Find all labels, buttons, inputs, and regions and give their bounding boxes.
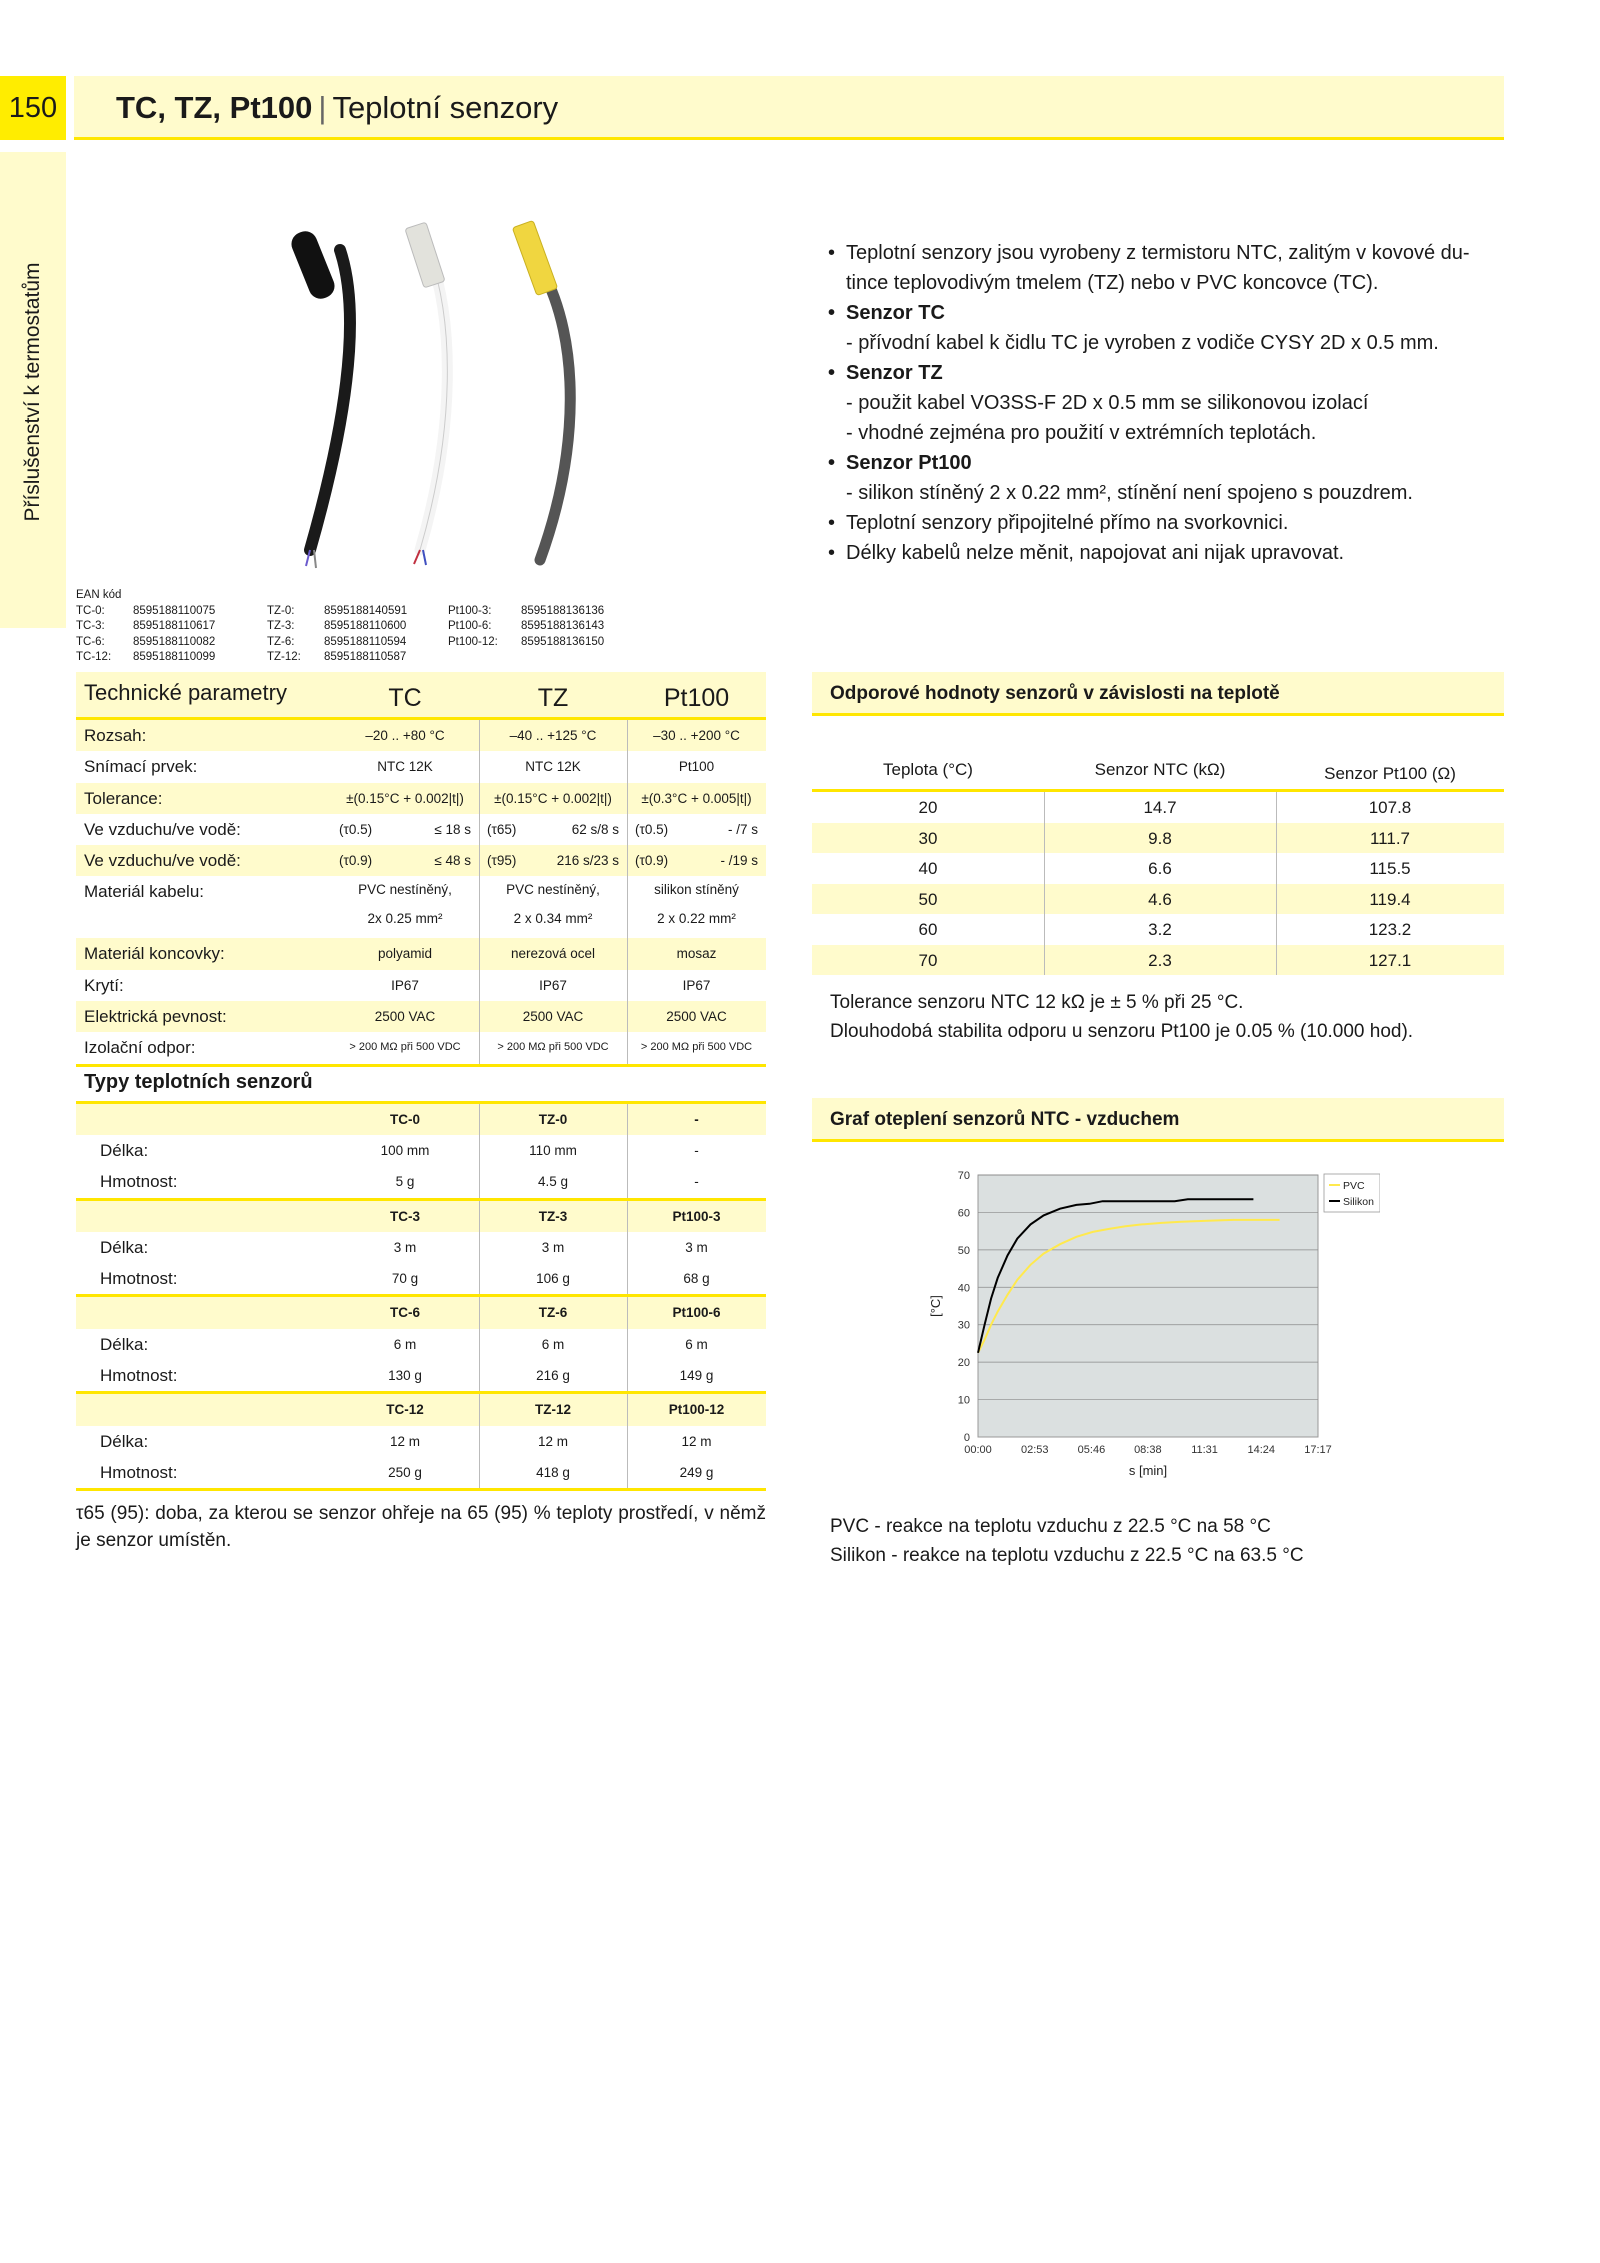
cell: 30 — [918, 828, 938, 848]
cell: 12 m — [537, 1433, 568, 1449]
y-tick-label: 40 — [957, 1282, 970, 1295]
cell: 149 g — [679, 1368, 714, 1384]
cell: 216 g — [536, 1368, 570, 1384]
row-label: Délka: — [100, 1140, 149, 1160]
cell: IP67 — [539, 977, 567, 993]
row-label: Materiál kabelu: — [84, 882, 205, 902]
types-row-len — [76, 1135, 766, 1166]
y-tick-label: 10 — [957, 1394, 970, 1407]
ean-key: TZ-12: — [267, 651, 301, 663]
row-label: Ve vzduchu/ve vodě: — [84, 819, 241, 839]
types-table-body — [76, 1104, 766, 1492]
legend-label: PVC — [1343, 1180, 1365, 1192]
cell: 6 m — [685, 1336, 708, 1352]
cell: 6.6 — [1148, 859, 1172, 878]
ean-column-tz — [267, 604, 407, 666]
cell: 418 g — [536, 1464, 570, 1480]
x-tick-label: 02:53 — [1020, 1444, 1049, 1456]
header-bar — [74, 76, 1504, 140]
types-row-names — [76, 1104, 766, 1135]
table-row-response-2 — [76, 845, 766, 876]
cell: 60 — [918, 920, 938, 939]
sensor-tc-image — [288, 228, 350, 568]
ean-value: 8595188110617 — [133, 620, 216, 632]
ean-key: TZ-6: — [267, 635, 295, 648]
cell: - — [694, 1174, 699, 1190]
ean-value: 8595188110587 — [324, 651, 407, 663]
cell: mosaz — [676, 946, 717, 962]
cell: 3 m — [541, 1239, 565, 1255]
technical-parameters-table — [76, 672, 766, 1491]
sensor-name: TC-3 — [390, 1208, 420, 1224]
resistance-section-title: Odporové hodnoty senzorů v závislosti na teplotě — [812, 672, 1504, 716]
column-header-tz: TZ — [537, 684, 569, 712]
ean-key: TC-0: — [76, 604, 105, 617]
column-header-tc: TC — [388, 684, 422, 712]
cell: 9.8 — [1148, 828, 1172, 848]
x-tick-label: 14:24 — [1247, 1444, 1276, 1456]
sensor-pt100-image — [512, 220, 570, 560]
row-label: Snímací prvek: — [84, 757, 198, 777]
cell: 110 mm — [529, 1142, 577, 1158]
cell: > 200 MΩ při 500 VDC — [349, 1041, 461, 1054]
types-row-mass — [76, 1166, 766, 1197]
sensor-name: TZ-6 — [538, 1305, 568, 1321]
table-row-strength — [76, 1001, 766, 1032]
types-row-mass — [76, 1360, 766, 1391]
row-label: Izolační odpor: — [84, 1038, 196, 1058]
y-tick-label: 60 — [957, 1207, 970, 1220]
cell: - — [694, 1142, 699, 1158]
cell: 249 g — [679, 1464, 714, 1480]
sensor-name: TC-6 — [390, 1305, 420, 1321]
table-row-range — [76, 720, 766, 751]
cell: 40 — [918, 859, 938, 878]
row-label: Elektrická pevnost: — [84, 1007, 227, 1027]
ean-value: 8595188136150 — [521, 635, 605, 648]
cell: 4.6 — [1148, 889, 1172, 909]
intro-heading-pt100: • Senzor Pt100 — [828, 448, 1504, 478]
cell: NTC 12K — [525, 759, 581, 775]
row-label: Délka: — [100, 1237, 149, 1257]
cell: silikon stíněný 2 x 0.22 mm² — [654, 882, 739, 927]
cell: 111.7 — [1369, 828, 1411, 848]
intro-pt100-text: - silikon stíněný 2 x 0.22 mm², stínění není spojeno s pouzdrem. — [846, 482, 1413, 504]
side-tab — [0, 152, 66, 628]
table-row-ip — [76, 970, 766, 1001]
resistance-note-tolerance: Tolerance senzoru NTC 12 kΩ je ± 5 % při 25 °C. — [830, 992, 1244, 1013]
cell: –20 .. +80 °C — [365, 728, 445, 743]
x-axis-label: s [min] — [1128, 1463, 1168, 1478]
resistance-row — [812, 884, 1504, 915]
cell: Pt100 — [678, 759, 715, 775]
cell: IP67 — [391, 977, 419, 993]
cell: 130 g — [388, 1368, 422, 1384]
cell: 3 m — [393, 1239, 417, 1255]
intro-heading-tz: • Senzor TZ — [828, 358, 1504, 388]
sensor-product-image — [280, 210, 740, 580]
intro-tc-text: - přívodní kabel k čidlu TC je vyroben z vodiče CYSY 2D x 0.5 mm. — [846, 332, 1439, 354]
types-row-names — [76, 1201, 766, 1232]
sensor-name: Pt100-12 — [668, 1402, 725, 1418]
row-label: Tolerance: — [84, 788, 163, 808]
row-label: Délka: — [100, 1431, 149, 1451]
table-row-tolerance — [76, 783, 766, 814]
types-row-mass — [76, 1457, 766, 1488]
column-header: Teplota (°C) — [883, 760, 973, 779]
cell: (τ95) 216 s/23 s — [487, 853, 619, 869]
cell: ±(0.15°C + 0.002|t|) — [494, 790, 612, 806]
intro-bullet-material-cont: tince teplovodivým tmelem (TZ) nebo v PVC koncovce (TC). — [846, 272, 1379, 294]
cell: ±(0.3°C + 0.005|t|) — [641, 790, 752, 806]
types-row-len — [76, 1232, 766, 1263]
ean-value: 8595188110075 — [133, 604, 216, 617]
cell: 3.2 — [1148, 920, 1172, 939]
ean-key: TZ-0: — [267, 604, 295, 617]
page-number: 150 — [0, 76, 66, 140]
intro-text — [828, 238, 1504, 568]
chart-note-silikon: Silikon - reakce na teplotu vzduchu z 22.5 °C na 63.5 °C — [830, 1545, 1304, 1566]
cell: –30 .. +200 °C — [653, 728, 740, 743]
cell: 68 g — [683, 1271, 710, 1287]
cell: > 200 MΩ při 500 VDC — [640, 1041, 753, 1054]
ean-title: EAN kód — [76, 589, 122, 601]
sensor-name: TC-0 — [390, 1111, 420, 1127]
cell: IP67 — [682, 977, 711, 993]
resistance-row — [812, 823, 1504, 854]
row-label: Rozsah: — [84, 726, 147, 745]
x-tick-label: 08:38 — [1134, 1444, 1162, 1456]
resistance-table — [812, 752, 1504, 975]
row-label: Materiál koncovky: — [84, 944, 225, 964]
resistance-note-stability: Dlouhodobá stabilita odporu u senzoru Pt100 je 0.05 % (10.000 hod). — [830, 1021, 1414, 1042]
section-title: Typy teplotních senzorů — [84, 1070, 313, 1093]
sensor-name: TZ-3 — [538, 1208, 568, 1224]
y-tick-label: 0 — [963, 1432, 970, 1444]
ean-column-tc — [76, 604, 215, 666]
cell: 100 mm — [380, 1142, 430, 1158]
page-title-bold: TC, TZ, Pt100 — [116, 90, 313, 125]
row-label: Hmotnost: — [100, 1172, 178, 1192]
sensor-name: TZ-12 — [534, 1402, 571, 1418]
cell: PVC nestíněný, 2 x 0.34 mm² — [506, 882, 600, 927]
title-separator: | — [318, 90, 327, 125]
resistance-row — [812, 945, 1504, 976]
cell: 5 g — [395, 1174, 415, 1190]
y-tick-label: 50 — [957, 1244, 970, 1257]
types-section-title — [76, 1067, 766, 1101]
types-row-names — [76, 1297, 766, 1328]
ean-key: TC-3: — [76, 620, 105, 632]
table-row-cable — [76, 876, 766, 938]
cell: 50 — [918, 889, 938, 909]
cell: ±(0.15°C + 0.002|t|) — [346, 790, 464, 806]
ean-value: 8595188110082 — [133, 635, 216, 648]
ean-value: 8595188140591 — [324, 604, 408, 617]
table-row-response-1 — [76, 814, 766, 845]
types-row-len — [76, 1426, 766, 1457]
ean-key: Pt100-12: — [448, 635, 498, 648]
row-label: Délka: — [100, 1334, 149, 1354]
cell: 119.4 — [1369, 889, 1411, 909]
cell: 250 g — [388, 1464, 422, 1480]
legend-label: Silikon — [1343, 1196, 1374, 1208]
cell: PVC nestíněný, 2x 0.25 mm² — [358, 882, 452, 927]
resistance-table-header — [812, 752, 1504, 792]
page-title — [116, 90, 558, 126]
tau-note: τ65 (95): doba, za kterou se senzor ohřeje na 65 (95) % teploty prostředí, v němž je senzor umístěn. — [76, 1503, 766, 1551]
sensor-name: TC-12 — [386, 1402, 424, 1418]
x-tick-label: 11:31 — [1191, 1444, 1218, 1456]
intro-tz-text-2: - vhodné zejména pro použití v extrémních teplotách. — [846, 422, 1317, 444]
cell: 12 m — [389, 1433, 420, 1449]
heating-chart — [920, 1160, 1380, 1510]
column-header: Senzor NTC (kΩ) — [1094, 760, 1226, 779]
types-row-mass — [76, 1263, 766, 1294]
cell: 2500 VAC — [374, 1009, 436, 1025]
sensor-name: Pt100-6 — [672, 1305, 721, 1321]
ean-key: Pt100-3: — [448, 604, 492, 617]
table-title: Technické parametry — [84, 680, 287, 705]
cell: 3 m — [685, 1239, 708, 1255]
y-tick-label: 20 — [957, 1357, 970, 1370]
side-tab-label: Příslušenství k termostatům — [21, 262, 44, 522]
cell: (τ65) 62 s/8 s — [487, 821, 619, 837]
divider — [76, 1488, 766, 1491]
cell: > 200 MΩ při 500 VDC — [497, 1041, 609, 1054]
cell: 2500 VAC — [666, 1009, 727, 1025]
x-tick-label: 05:46 — [1077, 1444, 1106, 1456]
ean-value: 8595188136143 — [521, 620, 605, 632]
x-tick-label: 17:17 — [1304, 1444, 1332, 1456]
cell: 12 m — [681, 1433, 712, 1449]
ean-value: 8595188110600 — [324, 620, 407, 632]
cell: NTC 12K — [377, 759, 433, 775]
resistance-table-body — [812, 792, 1504, 975]
cell: (τ0.5) ≤ 18 s — [339, 821, 471, 837]
cell: (τ0.9) ≤ 48 s — [339, 853, 471, 869]
y-axis-label: [°C] — [928, 1295, 943, 1317]
sensor-tz-image — [405, 222, 447, 565]
resistance-row — [812, 914, 1504, 945]
chart-note-pvc: PVC - reakce na teplotu vzduchu z 22.5 °C na 58 °C — [830, 1516, 1271, 1537]
resistance-row — [812, 792, 1504, 823]
cell: –40 .. +125 °C — [509, 728, 597, 743]
page-title-rest: Teplotní senzory — [332, 90, 559, 125]
intro-heading-tc: • Senzor TC — [828, 298, 1504, 328]
intro-tz-text-1: - použit kabel VO3SS-F 2D x 0.5 mm se silikonovou izolací — [846, 392, 1369, 414]
ean-value: 8595188136136 — [521, 604, 605, 617]
ean-value: 8595188110594 — [324, 635, 407, 648]
types-row-len — [76, 1329, 766, 1360]
resistance-notes — [830, 988, 1413, 1046]
cell: 123.2 — [1368, 920, 1412, 939]
x-tick-label: 00:00 — [964, 1444, 992, 1456]
cell: 70 g — [391, 1271, 419, 1287]
table-row-insulation — [76, 1032, 766, 1063]
ean-column-pt100 — [448, 604, 604, 651]
cell: 70 — [918, 950, 938, 970]
cell: 106 g — [536, 1271, 570, 1287]
y-tick-label: 30 — [957, 1319, 970, 1332]
row-label: Hmotnost: — [100, 1366, 178, 1386]
cell: 115.5 — [1369, 859, 1411, 878]
types-row-names — [76, 1394, 766, 1425]
chart-section-title: Graf oteplení senzorů NTC - vzduchem — [812, 1098, 1504, 1142]
row-label: Krytí: — [84, 975, 124, 995]
cell: 20 — [918, 798, 938, 817]
plot-area — [978, 1175, 1318, 1437]
y-tick-label: 70 — [957, 1170, 970, 1182]
cell: 6 m — [541, 1336, 565, 1352]
sensor-name: - — [694, 1111, 699, 1127]
cell: 14.7 — [1143, 798, 1177, 817]
column-header-pt100: Pt100 — [663, 684, 730, 712]
cell: 127.1 — [1368, 950, 1412, 970]
cell: nerezová ocel — [510, 946, 596, 962]
cell: 107.8 — [1368, 798, 1412, 817]
table-header — [76, 672, 766, 720]
row-label: Ve vzduchu/ve vodě: — [84, 851, 241, 871]
column-header: Senzor Pt100 (Ω) — [1324, 764, 1456, 783]
ean-codes — [76, 588, 605, 663]
cell: (τ0.5) - /7 s — [635, 821, 758, 837]
ean-key: TC-12: — [76, 651, 112, 663]
table-row-element — [76, 751, 766, 782]
ean-key: TC-6: — [76, 635, 105, 648]
cell: polyamid — [377, 946, 433, 962]
cell: 4.5 g — [537, 1174, 569, 1190]
resistance-row — [812, 853, 1504, 884]
chart-notes — [830, 1512, 1304, 1570]
row-label: Hmotnost: — [100, 1462, 178, 1482]
ean-value: 8595188110099 — [133, 651, 216, 663]
sensor-name: TZ-0 — [538, 1111, 568, 1127]
ean-key: TZ-3: — [267, 620, 295, 632]
cell: 6 m — [393, 1336, 417, 1352]
intro-bullet-cable: • Délky kabelů nelze měnit, napojovat ani nijak upravovat. — [828, 538, 1504, 568]
cell: 2.3 — [1148, 950, 1172, 970]
sensor-name: Pt100-3 — [672, 1208, 721, 1224]
intro-bullet-connect: • Teplotní senzory připojitelné přímo na svorkovnici. — [828, 508, 1504, 538]
table-row-end-material — [76, 938, 766, 969]
ean-key: Pt100-6: — [448, 620, 492, 632]
cell: (τ0.9) - /19 s — [635, 853, 758, 869]
cell: 2500 VAC — [522, 1009, 584, 1025]
intro-bullet-material: • Teplotní senzory jsou vyrobeny z termistoru NTC, zalitým v kovové du- — [828, 238, 1504, 268]
row-label: Hmotnost: — [100, 1269, 178, 1289]
